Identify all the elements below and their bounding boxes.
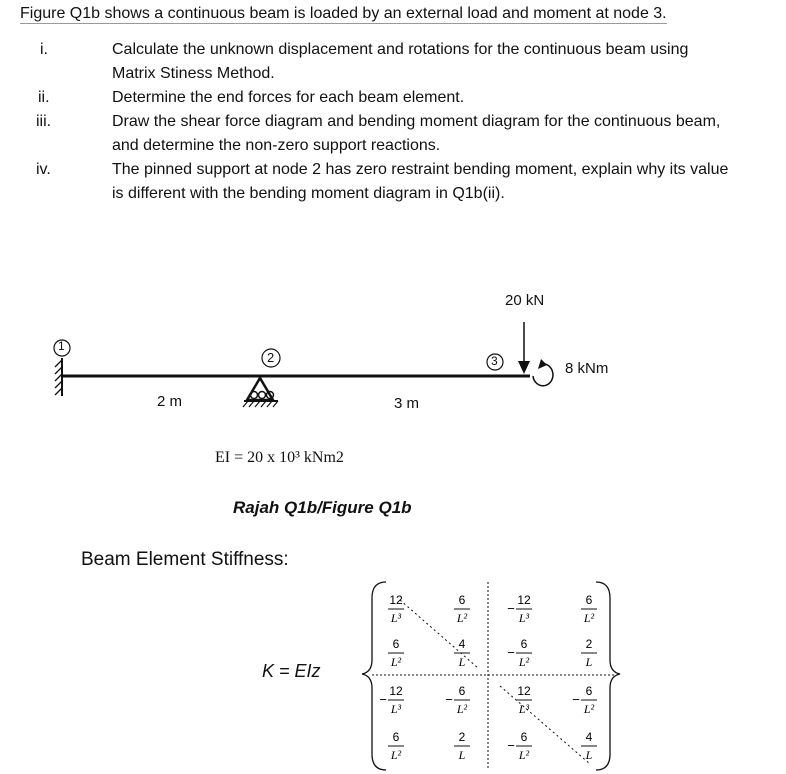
matrix-denominator: L³ [518, 611, 530, 625]
matrix-cell [388, 593, 404, 625]
matrix-left-brace [362, 582, 386, 770]
matrix-numerator: 2 [458, 730, 466, 744]
matrix-numerator: 2 [585, 637, 593, 651]
matrix-numerator: 6 [585, 593, 593, 607]
node-3-label: 3 [491, 354, 498, 368]
matrix-sign: − [379, 692, 387, 707]
matrix-cell [388, 730, 404, 762]
matrix-numerator: 6 [520, 730, 528, 744]
matrix-numerator: 6 [392, 637, 400, 651]
node-2-label: 2 [267, 350, 275, 365]
matrix-cell [572, 684, 597, 716]
span-2-label: 3 m [394, 395, 420, 412]
item-line: Calculate the unknown displacement and rotations for the continuous beam using [112, 41, 689, 58]
matrix-sign: − [507, 738, 515, 753]
matrix-cell [581, 637, 597, 669]
matrix-numerator: 6 [585, 684, 593, 698]
matrix-cell [581, 730, 597, 762]
item-line: Matrix Stiness Method. [112, 65, 275, 82]
item-line: The pinned support at node 2 has zero restraint bending moment, explain why its value [112, 161, 729, 178]
moment-label: 8 kNm [565, 360, 609, 377]
matrix-denominator: L³ [390, 611, 402, 625]
matrix-numerator: 12 [517, 593, 531, 607]
matrix-denominator: L³ [518, 702, 530, 716]
matrix-denominator: L³ [390, 702, 402, 716]
item-line: and determine the non-zero support reactions. [112, 137, 441, 154]
matrix-cell [454, 637, 470, 669]
item-number: i. [40, 41, 48, 58]
matrix-numerator: 6 [458, 593, 466, 607]
k-label: K = EIz [262, 661, 321, 681]
matrix-right-brace [596, 582, 620, 770]
matrix-denominator: L² [518, 655, 530, 669]
matrix-cell [388, 637, 404, 669]
matrix-sign: − [507, 645, 515, 660]
figure-caption: Rajah Q1b/Figure Q1b [233, 498, 412, 517]
matrix-numerator: 12 [389, 593, 403, 607]
matrix-numerator: 6 [458, 684, 466, 698]
item-line: Draw the shear force diagram and bending moment diagram for the continuous beam, [112, 113, 721, 130]
matrix-cell [454, 593, 470, 625]
node-1-label: 1 [58, 339, 65, 353]
item-number: ii. [38, 89, 50, 106]
matrix-sign: − [445, 692, 453, 707]
matrix-denominator: L [458, 655, 466, 669]
matrix-denominator: L² [390, 748, 402, 762]
matrix-sign: − [572, 692, 580, 707]
span-1-label: 2 m [157, 393, 183, 410]
matrix-numerator: 6 [520, 637, 528, 651]
matrix-denominator: L [585, 748, 593, 762]
matrix-numerator: 4 [458, 637, 466, 651]
matrix-denominator: L [458, 748, 466, 762]
matrix-cell [507, 637, 532, 669]
matrix-numerator: 6 [392, 730, 400, 744]
matrix-cell [516, 684, 532, 716]
matrix-denominator: L² [518, 748, 530, 762]
matrix-numerator: 4 [585, 730, 593, 744]
matrix-cell [507, 730, 532, 762]
matrix-cell [581, 593, 597, 625]
matrix-cell [454, 730, 470, 762]
matrix-denominator: L² [456, 611, 468, 625]
matrix-denominator: L [585, 655, 593, 669]
matrix-numerator: 12 [517, 684, 531, 698]
stiffness-heading: Beam Element Stiffness: [81, 549, 289, 570]
question-title: Figure Q1b shows a continuous beam is loaded by an external load and moment at node 3. [20, 5, 667, 22]
matrix-denominator: L² [390, 655, 402, 669]
matrix-denominator: L² [583, 702, 595, 716]
matrix-sign: − [507, 601, 515, 616]
item-line: Determine the end forces for each beam element. [112, 89, 465, 106]
load-label: 20 kN [505, 292, 545, 309]
ei-label: EI = 20 x 10³ kNm2 [215, 449, 344, 466]
matrix-cell [445, 684, 470, 716]
item-number: iii. [36, 113, 52, 130]
matrix-denominator: L² [456, 702, 468, 716]
matrix-numerator: 12 [389, 684, 403, 698]
item-line: is different with the bending moment diagram in Q1b(ii). [112, 185, 505, 202]
matrix-denominator: L² [583, 611, 595, 625]
matrix-cell [379, 684, 404, 716]
matrix-cell [507, 593, 532, 625]
item-number: iv. [36, 161, 51, 178]
